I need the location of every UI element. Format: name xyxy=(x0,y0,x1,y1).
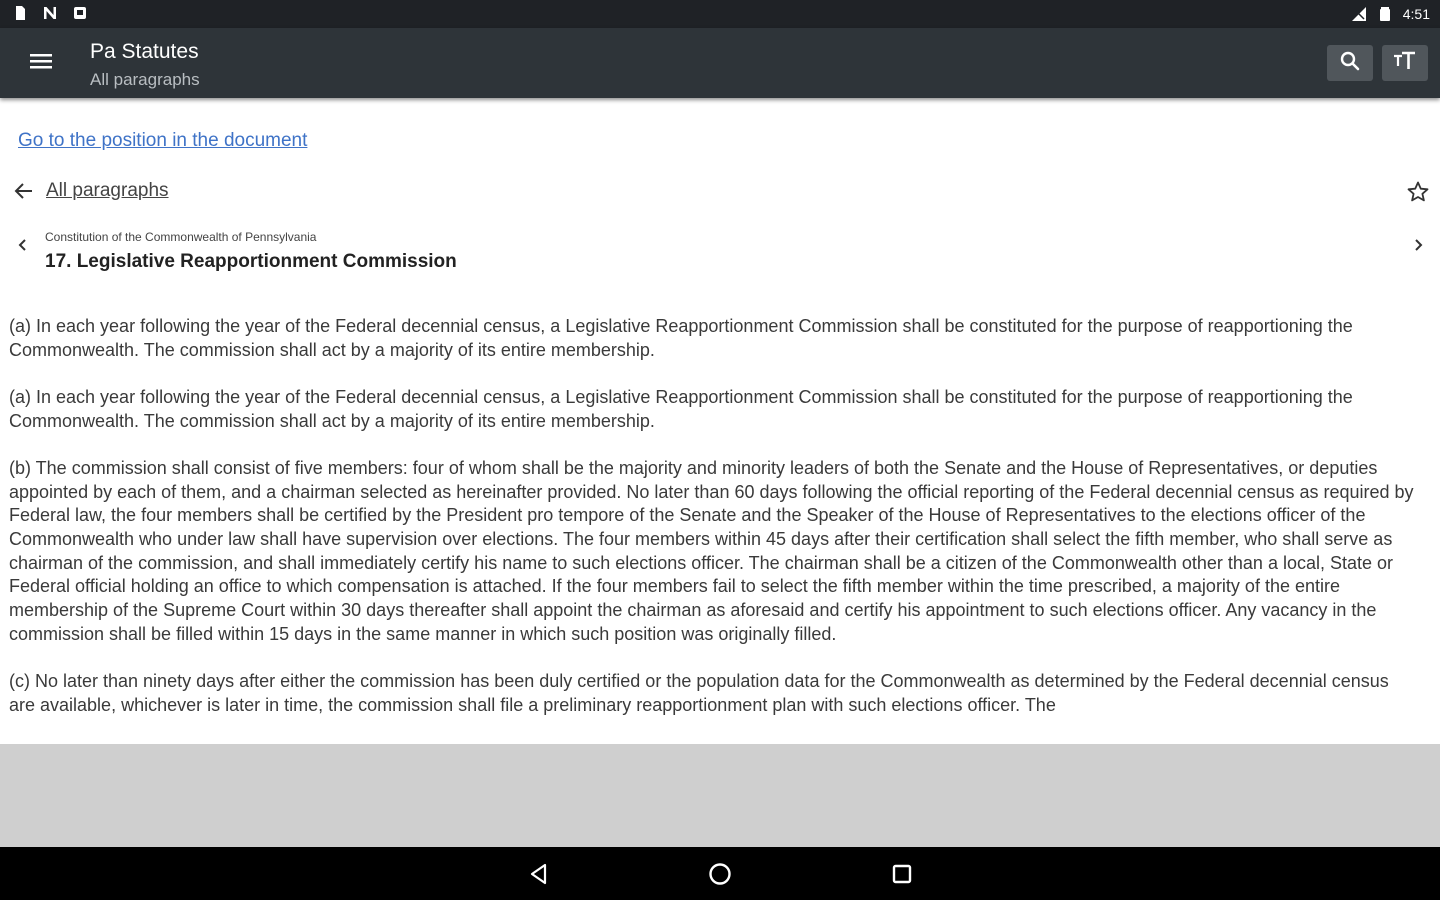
recents-icon[interactable] xyxy=(887,859,917,889)
text-size-button[interactable] xyxy=(1382,45,1428,81)
status-left-icons xyxy=(12,5,88,21)
battery-icon xyxy=(1377,6,1393,22)
status-time: 4:51 xyxy=(1402,6,1430,22)
app-title: Pa Statutes xyxy=(90,40,199,63)
back-arrow-icon[interactable] xyxy=(10,177,38,205)
paragraph: (c) No later than ninety days after either the commission has been duly certified or the population data for the Commonwealth as determined by the Federal decennial census are available, whichever is later in time, the commission shall file a preliminary reapportionment plan with such elections officer. The xyxy=(9,670,1389,715)
paragraph: (a) In each year following the year of the Federal decennial census, a Legislative Reapportionment Commission shall be constituted for the purpose of reapportioning the Commonwealth. The commission shall act by a majority of its entire membership. xyxy=(9,386,1353,431)
sd-card-icon xyxy=(12,5,28,21)
signal-icon xyxy=(1351,6,1367,22)
home-icon[interactable] xyxy=(705,859,735,889)
go-to-position-link[interactable]: Go to the position in the document xyxy=(18,130,308,151)
text-size-icon xyxy=(1393,50,1417,77)
menu-icon xyxy=(30,52,52,75)
chevron-right-icon[interactable] xyxy=(1407,234,1429,256)
navigation-bar xyxy=(0,847,1440,900)
n-icon xyxy=(42,5,58,21)
section-title: 17. Legislative Reapportionment Commission xyxy=(45,251,457,272)
paragraph: (a) In each year following the year of the Federal decennial census, a Legislative Reapportionment Commission shall be constituted for the purpose of reapportioning the Commonwealth. The commission shall act by a majority of its entire membership. xyxy=(9,316,1353,360)
back-icon[interactable] xyxy=(524,859,554,889)
all-paragraphs-link[interactable]: All paragraphs xyxy=(46,180,169,201)
notification-icon xyxy=(72,5,88,21)
content-area xyxy=(0,98,1440,744)
menu-button[interactable] xyxy=(22,45,60,81)
chevron-left-icon[interactable] xyxy=(12,234,34,256)
star-icon[interactable] xyxy=(1404,178,1432,206)
search-button[interactable] xyxy=(1327,45,1373,81)
empty-gray-area xyxy=(0,744,1440,847)
paragraph: (b) The commission shall consist of five members: four of whom shall be the majority and minority leaders of both the Senate and the House of Representatives, or deputies appointed by each of them, and a chairman selected as hereinafter provided. No later than 60 days following the official reporting of the Federal decennial census as required by Federal law, the four members shall be certified by the President pro tempore of the Senate and the Speaker of the House of Representatives to the elections officer of the Commonwealth who under law shall have supervision over elections. The four members within 45 days after their certification shall select the fifth member, who shall serve as chairman of the commission, and shall immediately certify his name to such elections officer. The chairman shall be a citizen of the Commonwealth other than a local, State or Federal official holding an office to which compensation is attached. If the four members fail to select the fifth member within the time prescribed, a majority of the entire membership of the Supreme Court within 30 days thereafter shall appoint the chairman as aforesaid and certify his appointment to such elections officer. Any vacancy in the commission shall be filled within 15 days in the same manner in which such position was originally filled. xyxy=(9,457,1414,644)
status-bar xyxy=(0,0,1440,28)
document-name: Constitution of the Commonwealth of Pennsylvania xyxy=(45,230,317,244)
search-icon xyxy=(1339,50,1361,77)
app-bar xyxy=(0,28,1440,98)
status-right-icons xyxy=(1351,5,1430,23)
app-subtitle: All paragraphs xyxy=(90,70,200,89)
paragraph-body xyxy=(9,315,1419,741)
back-row xyxy=(10,176,169,206)
